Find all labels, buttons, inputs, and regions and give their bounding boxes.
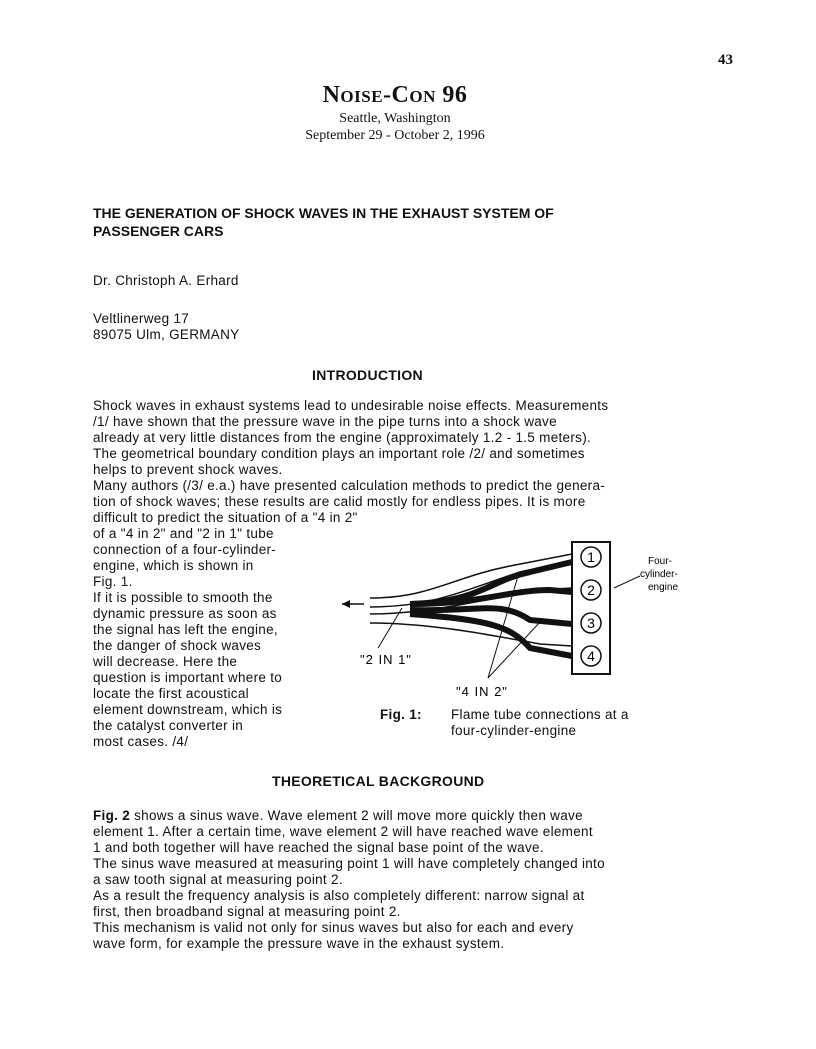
text-span: shows a sinus wave. Wave element 2 will move more quickly then wave (130, 808, 583, 823)
text-line: The sinus wave measured at measuring point 1 will have completely changed into (93, 856, 605, 871)
text-line: tion of shock waves; these results are calid mostly for endless pipes. It is more (93, 494, 586, 509)
figure-caption-line: four-cylinder-engine (451, 723, 577, 738)
text-line: As a result the frequency analysis is also completely different: narrow signal at (93, 888, 585, 903)
text-line (93, 808, 713, 824)
text-line: a saw tooth signal at measuring point 2. (93, 872, 343, 887)
text-line: /1/ have shown that the pressure wave in the pipe turns into a shock wave (93, 414, 557, 429)
text-line: difficult to predict the situation of a "4 in 2" (93, 510, 358, 525)
introduction-heading: INTRODUCTION (312, 367, 423, 383)
cylinder-label: 1 (587, 549, 595, 565)
introduction-side-column (93, 526, 333, 750)
figure-reference: Fig. 2 (93, 808, 131, 823)
cylinder-label: 3 (587, 615, 595, 631)
conference-name: Noise-Con 96 (322, 82, 468, 108)
page-number: 43 (718, 52, 733, 68)
text-line: the signal has left the engine, (93, 622, 278, 637)
text-line: of a "4 in 2" and "2 in 1" tube (93, 526, 274, 541)
label-2-in-1: "2 IN 1" (360, 652, 412, 667)
text-line: locate the first acoustical (93, 686, 249, 701)
cylinder-label: 4 (587, 648, 595, 664)
introduction-paragraph (93, 398, 713, 526)
theory-paragraph (93, 808, 713, 952)
text-line: already at very little distances from the engine (approximately 1.2 - 1.5 meters). (93, 430, 592, 445)
text-line: wave form, for example the pressure wave in the exhaust system. (93, 936, 505, 951)
text-line: helps to prevent shock waves. (93, 462, 283, 477)
address (93, 311, 239, 343)
figure-caption-label: Fig. 1: (380, 707, 422, 722)
address-line: Veltlinerweg 17 (93, 311, 190, 326)
text-line: question is important where to (93, 670, 283, 685)
conference-dates: September 29 - October 2, 1996 (305, 128, 485, 143)
text-line: 1 and both together will have reached the signal base point of the wave. (93, 840, 544, 855)
text-line: Shock waves in exhaust systems lead to undesirable noise effects. Measurements (93, 398, 609, 413)
label-4-in-2: "4 IN 2" (456, 684, 508, 699)
address-line: 89075 Ulm, GERMANY (93, 327, 240, 342)
text-line: The geometrical boundary condition plays an important role /2/ and sometimes (93, 446, 585, 461)
paper-title (93, 204, 653, 240)
engine-label-line: Four- (648, 556, 672, 567)
text-line: most cases. /4/ (93, 734, 189, 749)
theory-heading: THEORETICAL BACKGROUND (272, 773, 485, 789)
conference-location: Seattle, Washington (339, 111, 451, 126)
text-line: element downstream, which is (93, 702, 283, 717)
pipe-outline (370, 623, 572, 646)
text-line: element 1. After a certain time, wave element 2 will have reached wave element (93, 824, 593, 839)
figure-1-diagram (340, 540, 710, 710)
text-line: Many authors (/3/ e.a.) have presented calculation methods to predict the genera- (93, 478, 606, 493)
leader-line (614, 576, 640, 588)
text-line: This mechanism is valid not only for sinus waves but also for each and every (93, 920, 574, 935)
text-line: first, then broadband signal at measuring point 2. (93, 904, 401, 919)
text-line: Fig. 1. (93, 574, 133, 589)
text-line: the catalyst converter in (93, 718, 244, 733)
text-line: engine, which is shown in (93, 558, 254, 573)
arrow-head-icon (342, 600, 350, 608)
cylinder-label: 2 (587, 582, 595, 598)
paper-title-line: PASSENGER CARS (93, 223, 224, 239)
text-line: connection of a four-cylinder- (93, 542, 277, 557)
pipe-thick (410, 590, 572, 604)
text-line: dynamic pressure as soon as (93, 606, 277, 621)
text-line: the danger of shock waves (93, 638, 262, 653)
figure-caption-line: Flame tube connections at a (451, 707, 629, 722)
text-line: will decrease. Here the (93, 654, 238, 669)
paper-title-line: THE GENERATION OF SHOCK WAVES IN THE EXHAUST SYSTEM OF (93, 205, 554, 221)
author: Dr. Christoph A. Erhard (93, 273, 239, 288)
engine-label-line: engine (648, 582, 679, 593)
text-line: If it is possible to smooth the (93, 590, 273, 605)
engine-label-line: cylinder- (640, 569, 678, 580)
